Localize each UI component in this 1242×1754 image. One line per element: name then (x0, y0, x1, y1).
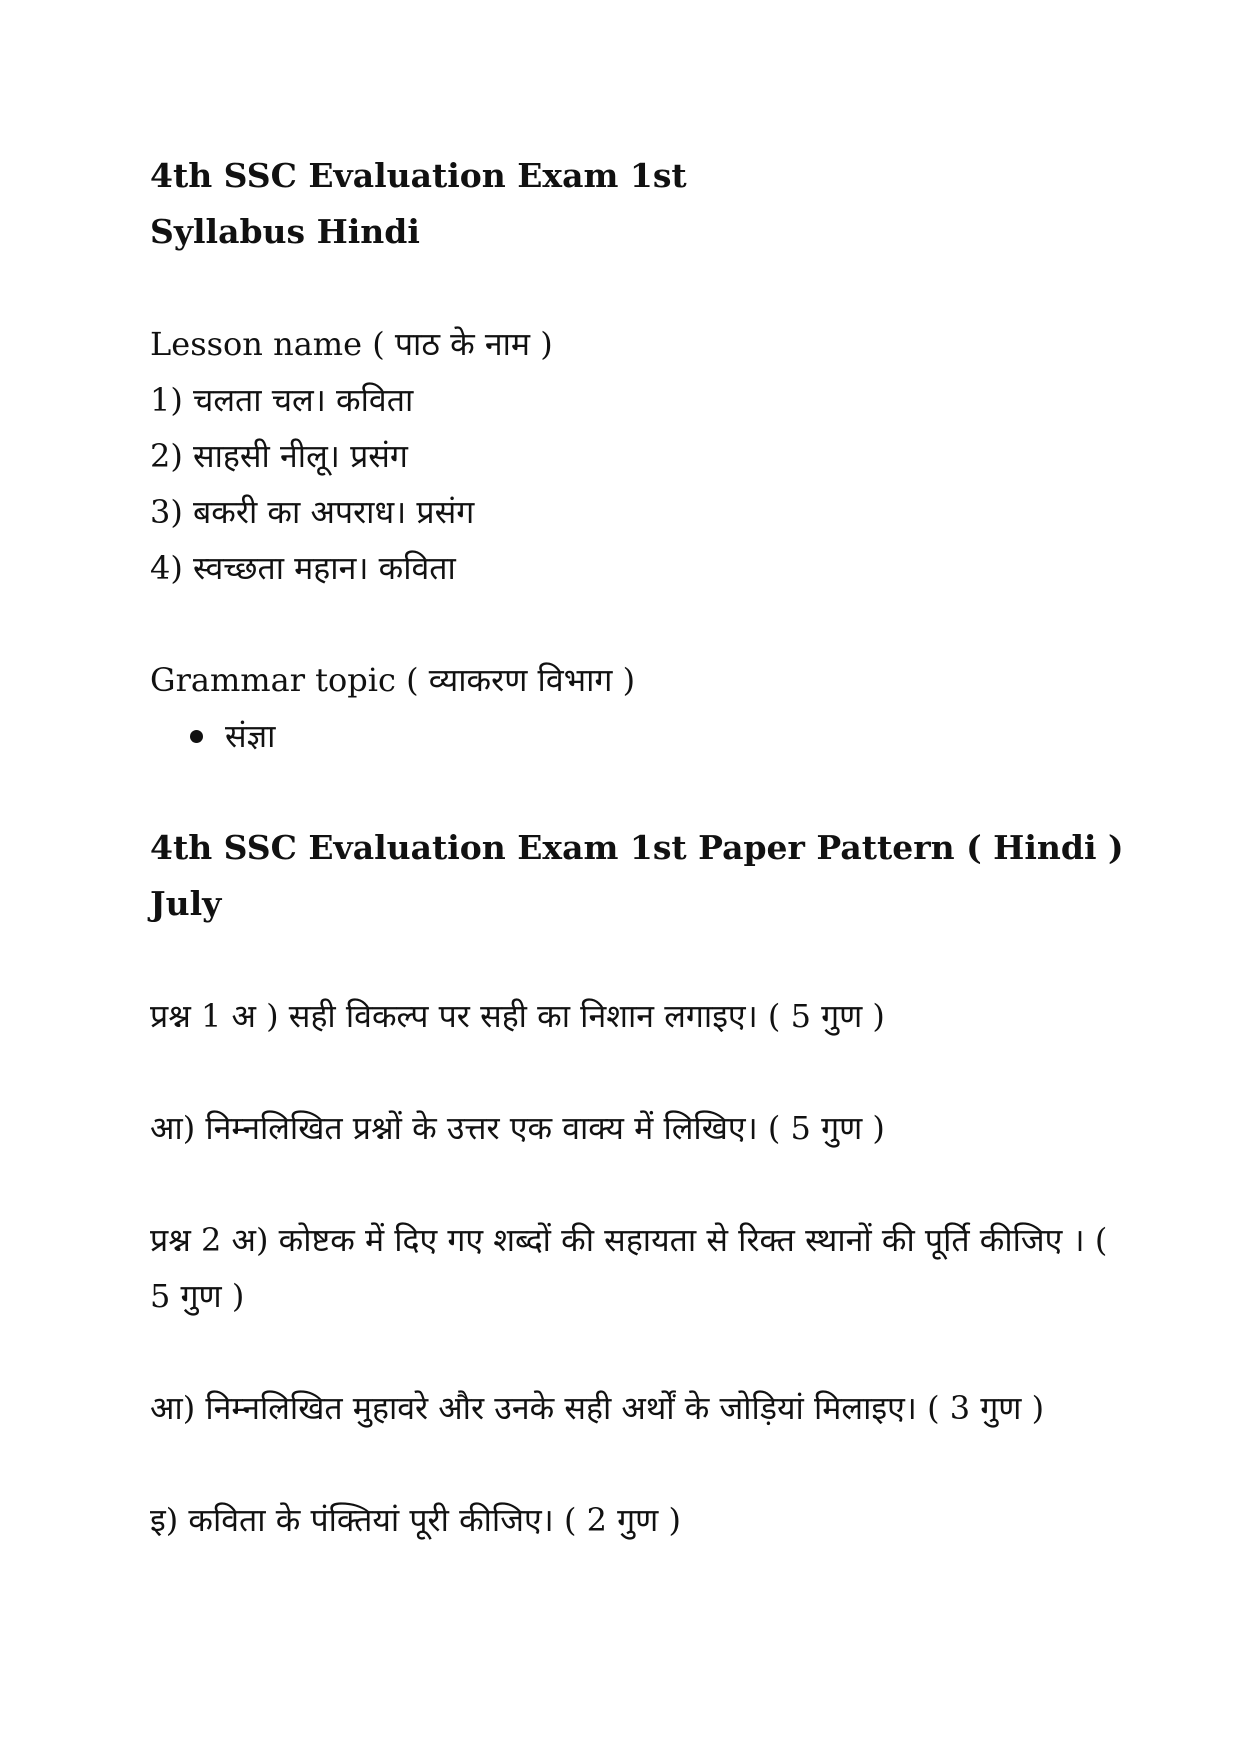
question-1b: आ) निम्नलिखित प्रश्नों के उत्तर एक वाक्य में लिखिए। ( 5 गुण ) (150, 1109, 885, 1147)
grammar-item (190, 708, 1130, 764)
question-2b: आ) निम्नलिखित मुहावरे और उनके सही अर्थों के जोड़ियां मिलाइए। ( 3 गुण ) (150, 1389, 1045, 1427)
syllabus-title-line-2: Syllabus Hindi (150, 212, 420, 251)
spacer (150, 764, 1130, 820)
paper-pattern-title: 4th SSC Evaluation Exam 1st Paper Pattern ( Hindi ) July (150, 828, 1124, 923)
lesson-item-3: 3) बकरी का अपराध। प्रसंग (150, 493, 475, 531)
lesson-heading: Lesson name ( पाठ के नाम ) (150, 325, 553, 363)
grammar-item-label: संज्ञा (225, 717, 276, 755)
grammar-heading: Grammar topic ( व्याकरण विभाग ) (150, 661, 636, 699)
spacer (150, 932, 1130, 988)
grammar-list (150, 708, 1130, 764)
lesson-item-4: 4) स्वच्छता महान। कविता (150, 549, 456, 587)
lesson-item-1: 1) चलता चल। कविता (150, 381, 414, 419)
bullet-icon (190, 730, 203, 743)
spacer (150, 260, 1130, 316)
question-1a: प्रश्न 1 अ ) सही विकल्प पर सही का निशान लगाइए। ( 5 गुण ) (150, 997, 885, 1035)
spacer (150, 596, 1130, 652)
lesson-item-2: 2) साहसी नीलू। प्रसंग (150, 437, 408, 475)
spacer (150, 1044, 1130, 1100)
document-page (150, 148, 1130, 1548)
question-2a: प्रश्न 2 अ) कोष्टक में दिए गए शब्दों की सहायता से रिक्त स्थानों की पूर्ति कीजिए । ( 5 गुण ) (150, 1221, 1108, 1315)
syllabus-title-line-1: 4th SSC Evaluation Exam 1st (150, 156, 687, 195)
spacer (150, 1324, 1130, 1380)
question-2c: इ) कविता के पंक्तियां पूरी कीजिए। ( 2 गुण ) (150, 1501, 681, 1539)
spacer (150, 1436, 1130, 1492)
spacer (150, 1156, 1130, 1212)
